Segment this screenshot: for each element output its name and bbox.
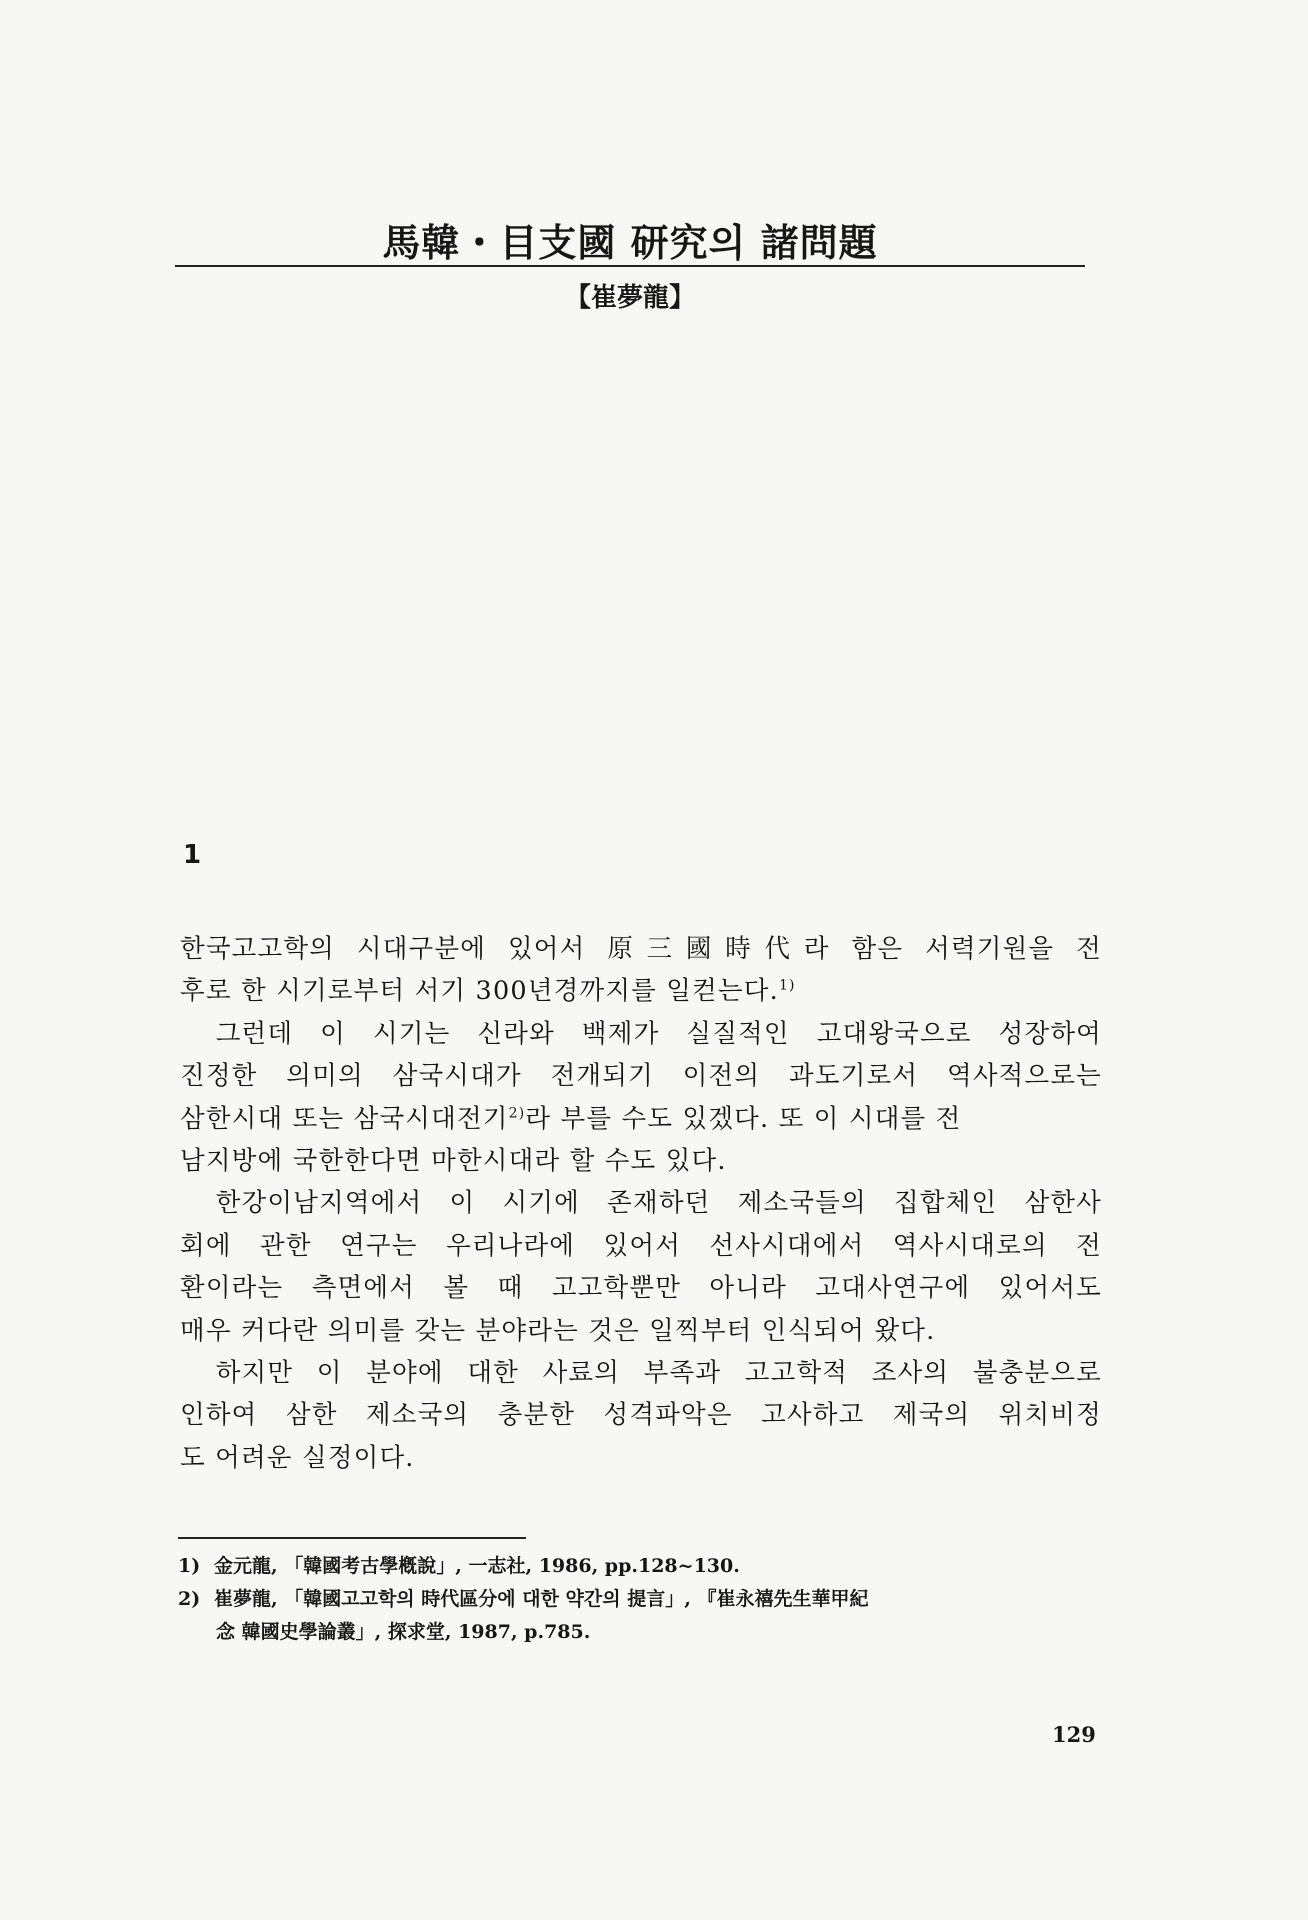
document-title: 馬韓・目支國 研究의 諸問題	[382, 220, 878, 265]
footnote-ref[interactable]: 1)	[778, 977, 796, 994]
body-line: 남지방에 국한한다면 마한시대라 할 수도 있다.	[180, 1145, 727, 1176]
body-line-text: 라 부를 수도 있겠다. 또 이 시대를 전	[525, 1103, 962, 1134]
footnote-item	[178, 1583, 1103, 1616]
body-line-text: 후로 한 시기로부터 서기 300년경까지를 일컫는다.	[180, 976, 779, 1007]
body-line: 그런데 이 시기는 신라와 백제가 실질적인 고대왕국으로 성장하여	[215, 1018, 1102, 1049]
body-line: 하지만 이 분야에 대한 사료의 부족과 고고학적 조사의 불충분으로	[215, 1357, 1102, 1388]
body-line	[180, 1098, 1102, 1140]
footnote-item	[178, 1550, 1103, 1583]
title-divider	[175, 265, 1085, 267]
footnote-mark: 1)	[178, 1555, 201, 1577]
body-line: 한국고고학의 시대구분에 있어서 原三國時代라 함은 서력기원을 전	[180, 934, 1102, 964]
footnote-mark: 2)	[178, 1588, 201, 1610]
body-line: 진정한 의미의 삼국시대가 전개되기 이전의 과도기로서 역사적으로는	[180, 1061, 1102, 1092]
body-line: 환이라는 측면에서 볼 때 고고학뿐만 아니라 고대사연구에 있어서도	[180, 1273, 1102, 1304]
page-number: 129	[1052, 1722, 1096, 1747]
footnote-ref[interactable]: 2)	[508, 1105, 526, 1122]
body-line-text: 삼한시대 또는 삼국시대전기	[180, 1103, 509, 1134]
footnote-text: 金元龍, 「韓國考古學槪說」, 一志社, 1986, pp.128~130.	[214, 1555, 740, 1577]
footnotes	[178, 1550, 1103, 1649]
author-name: 【崔夢龍】	[564, 283, 695, 313]
footnote-text: 崔夢龍, 「韓國고고학의 時代區分에 대한 약간의 提言」, 『崔永禧先生華甲紀	[214, 1588, 869, 1610]
body-text	[180, 928, 1102, 1479]
body-line: 회에 관한 연구는 우리나라에 있어서 선사시대에서 역사시대로의 전	[180, 1230, 1102, 1261]
body-line: 인하여 삼한 제소국의 충분한 성격파악은 고사하고 제국의 위치비정	[180, 1400, 1102, 1431]
section-number: 1	[183, 840, 202, 870]
body-line: 도 어려운 실정이다.	[180, 1442, 415, 1473]
footnote-continuation: 念 韓國史學論叢」, 探求堂, 1987, p.785.	[216, 1621, 591, 1643]
body-line: 매우 커다란 의미를 갖는 분야라는 것은 일찍부터 인식되어 왔다.	[180, 1315, 936, 1346]
body-line	[180, 970, 1102, 1012]
footnote-divider	[178, 1537, 526, 1539]
body-line: 한강이남지역에서 이 시기에 존재하던 제소국들의 집합체인 삼한사	[215, 1188, 1102, 1219]
